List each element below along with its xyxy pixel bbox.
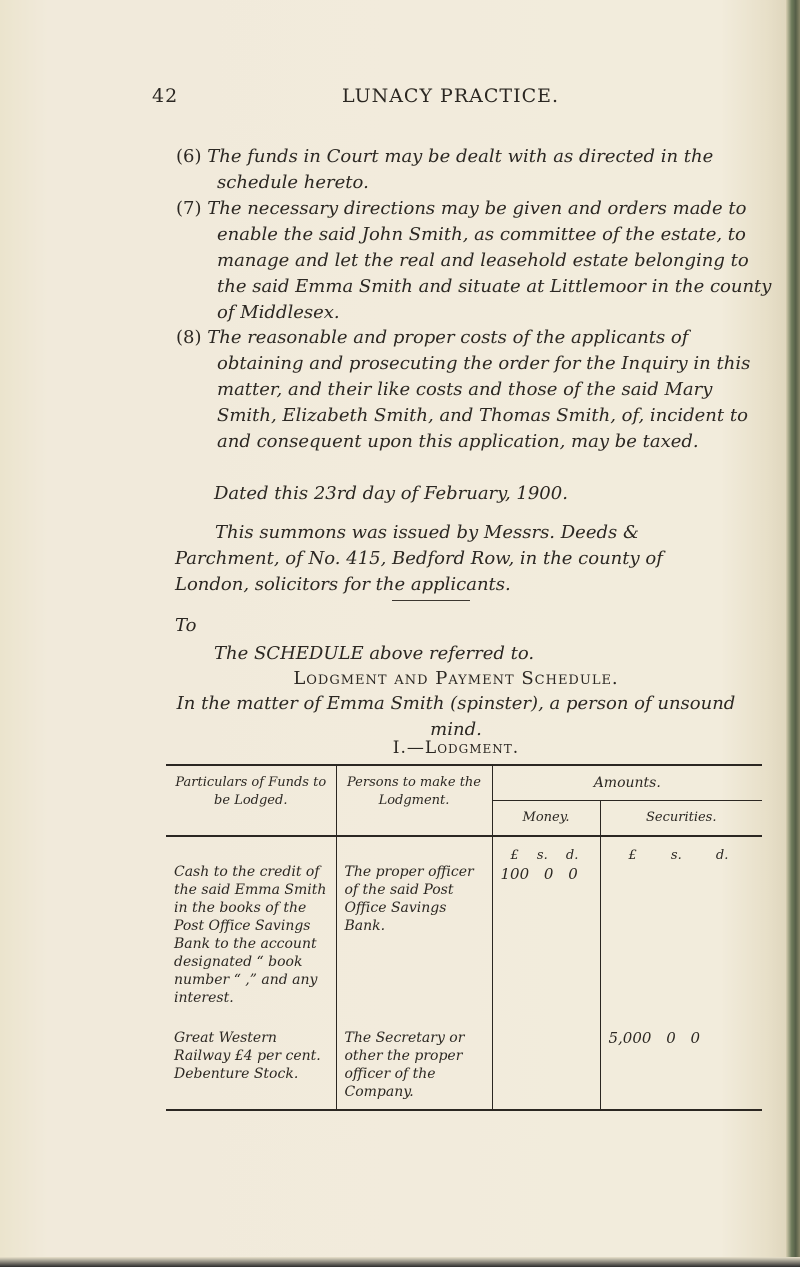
row-persons: The Secretary or other the proper officer of the Company. [336,1011,492,1110]
running-header [152,85,712,115]
table-header-row [166,765,762,801]
item-text: The reasonable and proper costs of the applicants of obtaining and prosecuting the order for the Inquiry in this matter, and their like costs and those of the said Mary Smith, Elizabeth Smith, and Thomas Smith, of, incident to and consequent upon this application, may be taxed. [207,327,751,452]
matter-line: In the matter of Emma Smith (spinster), a person of unsound mind. [176,693,736,740]
short-rule [392,600,470,601]
page-number: 42 [152,85,179,107]
page-edge-right [786,0,800,1267]
order-item-8 [176,325,777,455]
money-value: 100 0 0 [500,865,578,883]
row-money [492,1011,600,1110]
row-money [492,836,600,1011]
row-particulars: Cash to the credit of the said Emma Smith in the books of the Post Office Savings Bank to the account designated “ book number “ ,” and any interest. [174,864,327,1006]
table-row [166,1011,762,1110]
dated-line: Dated this 23rd day of February, 1900. [214,483,568,504]
currency-units: £ s. d. [510,848,579,863]
row-particulars: Great Western Railway £4 per cent. Debenture Stock. [174,1030,321,1082]
schedule-title: Lodgment and Payment Schedule. [293,668,619,689]
header-money: Money. [492,801,600,837]
summons-note: This summons was issued by Messrs. Deeds & Parchment, of No. 415, Bedford Row, in the county of London, solicitors for the applicants. [175,522,663,595]
section-title: I.—Lodgment. [392,738,520,758]
header-persons: Persons to make the Lodgment. [336,765,492,836]
row-securities: 5,000 0 0 [600,1011,762,1110]
schedule-heading: The SCHEDULE above referred to. [214,643,535,664]
item-text: The funds in Court may be dealt with as directed in the schedule hereto. [207,146,714,193]
page-edge-bottom [0,1257,800,1267]
currency-units: £ s. d. [628,848,729,863]
item-number: (6) [176,146,202,167]
order-item-6 [176,144,777,196]
item-text: The necessary directions may be given and orders made to enable the said John Smith, as committee of the estate, to manage and let the real and leasehold estate belonging to the said Emma Smith and situate at Littlemoor in the county of Middlesex. [207,198,772,323]
row-securities [600,836,762,1011]
row-persons: The proper officer of the said Post Office Savings Bank. [336,836,492,1011]
table-row [166,836,762,1011]
header-securities: Securities. [600,801,762,837]
running-title: LUNACY PRACTICE. [342,85,560,107]
item-number: (8) [176,327,202,348]
item-number: (7) [176,198,202,219]
header-particulars: Particulars of Funds to be Lodged. [166,765,336,836]
order-item-7 [176,196,777,326]
lodgment-table [166,764,762,1111]
header-amounts: Amounts. [492,765,762,801]
to-label: To [175,615,197,636]
